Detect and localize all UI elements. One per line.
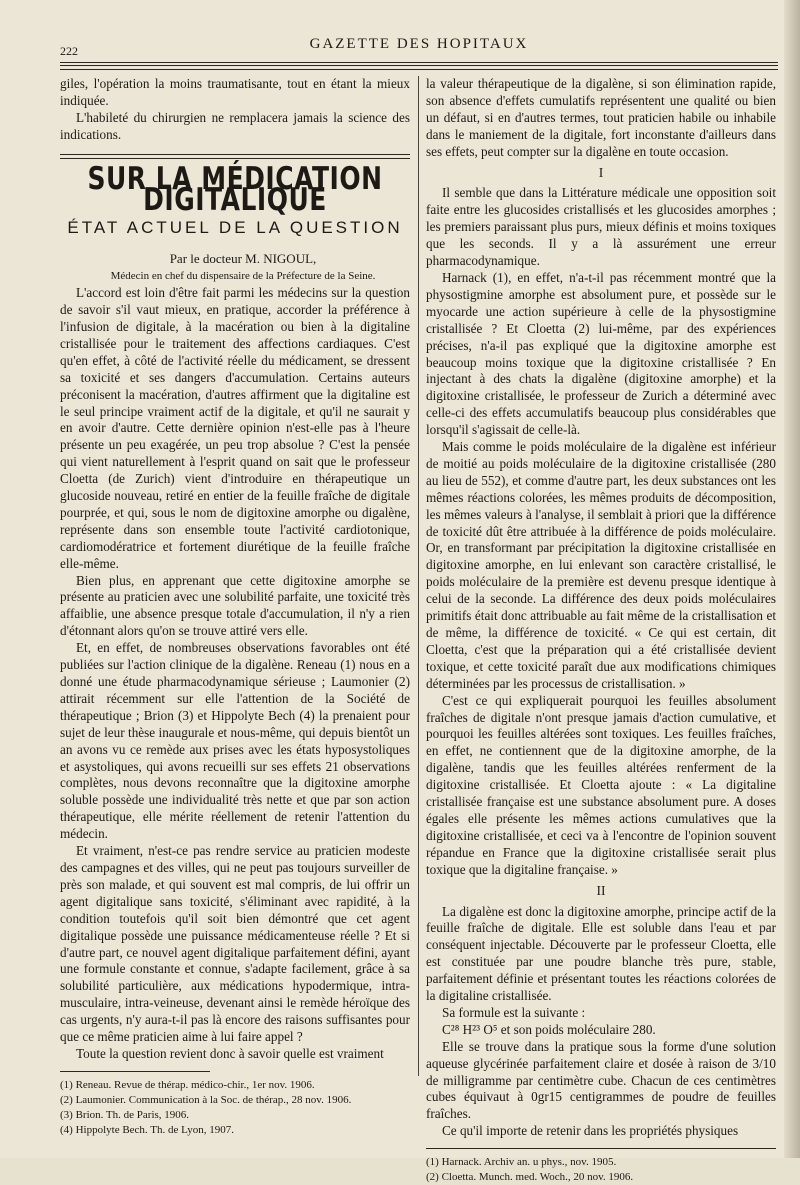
footnote: (2) Laumonier. Communication à la Soc. de thérap., 28 nov. 1906. [60,1093,352,1106]
running-title: GAZETTE DES HOPITAUX [309,36,529,52]
article-subtitle: ÉTAT ACTUEL DE LA QUESTION [67,218,403,238]
header-rule-2 [60,65,778,66]
chemical-formula: C²⁸ H²³ O⁵ et son poids moléculaire 280. [442,1021,656,1037]
body-paragraph: L'accord est loin d'être fait parmi les médecins sur la question de savoir s'il vaut mieux, en pratique, accorder la préférence à l'infusion de digitale, à la macération ou bien à la digitaline cristallisée pour le traitement des affections cardiaques. C'est qu'en effet, à côté de l'activité réelle du médicament, se dressent sa toxicité et ses dangers d'accumulation. Certains auteurs préconisent la macération, d'autres affirment que la digitaline est le seul principe vraiment actif de la digitale, et qu'il ne saurait y en avoir d'autre. Cette dernière opinion n'est-elle pas à l'heure présente un peu exagérée, un peu trop absolue ? C'est la pensée qui vient naturellement à l'esprit quand on sait que le professeur Cloetta (de Zurich) vient d'introduire en thérapeutique un glucoside nouveau, retiré en entier de la feuille fraîche de digitale pourprée, et qui, sous le nom de digitoxine amorphe ou digalène, représente dans son ensemble toute l'activité cardiotonique, cardiomodératrice et fortement diurétique de la feuille fraîche elle-même. [60,285,410,571]
body-paragraph: Mais comme le poids moléculaire de la digalène est inférieur de moitié au poids moléculaire de la digitoxine cristallisée (280 au lieu de 552), et comme d'autre part, les deux substances ont les mêmes réactions colorées, les mêmes produits de décomposition, les mêmes valeurs à l'analyse, il semblait à priori que la différence de toxicité dût être attribuée à la différence de poids moléculaire. Or, en transformant par précipitation la digitoxine cristallisée en digitoxine amorphe, en lui enlevant son caractère cristallisé, le poids moléculaire de la première est devenu presque identique à celui de la seconde. La différence des deux poids moléculaires primitifs était donc attribuable au fait même de la cristallisation et de même, la différence de toxicité. « Ce qui est certain, dit Cloetta, c'est que la préparation qui a été cristallisée devient toxique, et cette toxicité paraît due aux modifications chimiques déterminées par les processus de cristallisation. » [426,439,777,691]
left-column [60,76,410,1138]
article-byline: Par le docteur M. NIGOUL, [169,251,317,267]
body-paragraph: Il semble que dans la Littérature médicale une opposition soit faite entre les glucosides cristallisés et les glucosides amorphes ; les premiers paraissant plus purs, mieux définis et moins toxiques que les seconds. Il y a là assurément une erreur pharmacodynamique. [426,185,776,269]
body-paragraph: Ce qu'il importe de retenir dans les propriétés physiques [442,1123,739,1139]
body-paragraph: Elle se trouve dans la pratique sous la forme d'une solution aqueuse glycérinée parfaitement claire et dosée à raison de 3/10 de milligramme par centimètre cube. Chacun de ces centimètres cubes équivaut à 0gr15 centigrammes de poudre de feuilles fraîches. [426,1038,776,1122]
body-paragraph: Et vraiment, n'est-ce pas rendre service au praticien modeste des campagnes et des villes, qui ne peut pas toujours surveiller de près son malade, et qui souvent est mal compris, de lui offrir un agent digitalique sans toxicité, s'éliminant avec rapidité, à la condition toutefois qu'il soit bien démontré que cet agent digitalique possède une puissance médicamenteuse réelle ? Et si d'autre part, ce nouvel agent digitalique parfaitement défini, ayant une formule constante et connue, s'adapte facilement, grâce à sa solubilité particulière, aux médications hypodermique, intra-musculaire, intra-veineuse, devenant ainsi le remède héroïque des cas urgents, n'y aura-t-il pas là encore des raisons suffisantes pour que ce même praticien aime à lui faire appel ? [60,843,410,1045]
intro-paragraph: L'habileté du chirurgien ne remplacera jamais la science des indications. [60,109,410,142]
page-header [60,30,778,70]
footnote-rule [426,1148,776,1149]
body-paragraph: Bien plus, en apprenant que cette digitoxine amorphe se présente au praticien avec une solubilité parfaite, une toxicité très affaiblie, une absence presque totale d'accumulation, il n'y a rien d'étonnant alors qu'on se trouve attiré vers elle. [60,572,410,639]
footnote: (4) Hippolyte Bech. Th. de Lyon, 1907. [60,1123,234,1136]
footnote: (1) Reneau. Revue de thérap. médico-chir., 1er nov. 1906. [60,1078,315,1091]
footnote: (2) Cloetta. Munch. med. Woch., 20 nov. 1906. [426,1171,634,1184]
page-edge-shadow [784,0,800,1158]
article-title: SUR LA MÉDICATION DIGITALIQUE [87,159,383,218]
intro-paragraph: giles, l'opération la moins traumatisante, tout en étant la mieux indiquée. [60,76,410,108]
body-paragraph: la valeur thérapeutique de la digalène, si son élimination rapide, son absence d'effets cumulatifs représentent une qualité ou bien un défaut, si en d'autres termes, tout praticien habile ou inhabile dans le maniement de la digitale, fort inconstante d'ailleurs dans ses effets, peut compter sur la digalène en toute occasion. [426,76,776,159]
header-rule-3 [60,69,778,70]
body-paragraph: Harnack (1), en effet, n'a-t-il pas récemment montré que la physostigmine amorphe est absolument pure, et possède sur le myocarde une action supérieure à celle de la physostigmine cristallisée ? Et Cloetta (2) lui-même, par des expériences précises, n'a-il pas expliqué que la digitoxine amorphe est beaucoup moins toxique que la digitoxine cristallisée ? En injectant à des chats la digalène (digitoxine amorphe) et la digitoxine cristallisée, le professeur de Zurich a déterminé avec celle-ci des effets accumulatifs beaucoup plus considérables que lorsqu'il s'agissait de celle-là. [426,269,776,438]
section-heading: I [598,164,604,180]
footnote: (1) Harnack. Archiv an. u phys., nov. 1905. [426,1156,617,1169]
footnote-rule [60,1071,210,1072]
body-paragraph: C'est ce qui expliquerait pourquoi les feuilles absolument fraîches de digitale n'ont presque jamais d'action cumulative, et pourquoi les feuilles altérées sont toxiques. Les feuilles fraîches, en effet, ne contiennent que de la digitoxine amorphe, de la digalène, tandis que les feuilles altérées renferment de la digitoxine cristallisée. Et Cloetta ajoute : « La digitaline cristallisée française est une substance absolument pure. A doses égales elle présente les mêmes actions cumulatives que la digitoxine cristallisée, et ceci va à l'encontre de l'opinion souvent répandue en France que la digitoxine cristallisée serait plus toxique que la digitaline française. » [426,692,776,877]
section-rule [60,154,410,159]
body-paragraph: La digalène est donc la digitoxine amorphe, principe actif de la feuille fraîche de digitale. Elle est soluble dans l'eau et par conséquent injectable. Découverte par le professeur Cloetta, elle est constituée par une poudre blanche très pure, stable, parfaitement définie et présentant toutes les réactions colorées de la digitaline cristallisée. [426,903,776,1004]
page-number: 222 [60,44,78,58]
body-paragraph: Sa formule est la suivante : [442,1004,586,1020]
section-heading: II [596,882,606,898]
right-column [426,76,776,1185]
column-divider [418,76,419,1076]
body-paragraph: Et, en effet, de nombreuses observations favorables ont été publiées sur l'action clinique de la digalène. Reneau (1) nous en a donné une étude pharmacodynamique sérieuse ; Laumonier (2) attirait récemment sur elle l'attention de la Société de thérapeutique ; Brion (3) et Hippolyte Bech (4) la prenaient pour sujet de leur thèse inaugurale et nous-même, qui depuis bientôt un an avons vu ce remède aux prises avec les états hyposystoliques et asystoliques, qui avons recueilli sur ses effets 21 observations complètes, nous devons reconnaître que la digitoxine amorphe soluble possède une individualité très nette et que par son action thérapeutique, elle mérite réellement de retenir l'attention du médecin. [60,640,410,842]
author-role: Médecin en chef du dispensaire de la Préfecture de la Seine. [110,270,376,283]
footnote: (3) Brion. Th. de Paris, 1906. [60,1108,190,1121]
header-rule [60,62,778,63]
body-paragraph: Toute la question revient donc à savoir quelle est vraiment [76,1045,384,1061]
